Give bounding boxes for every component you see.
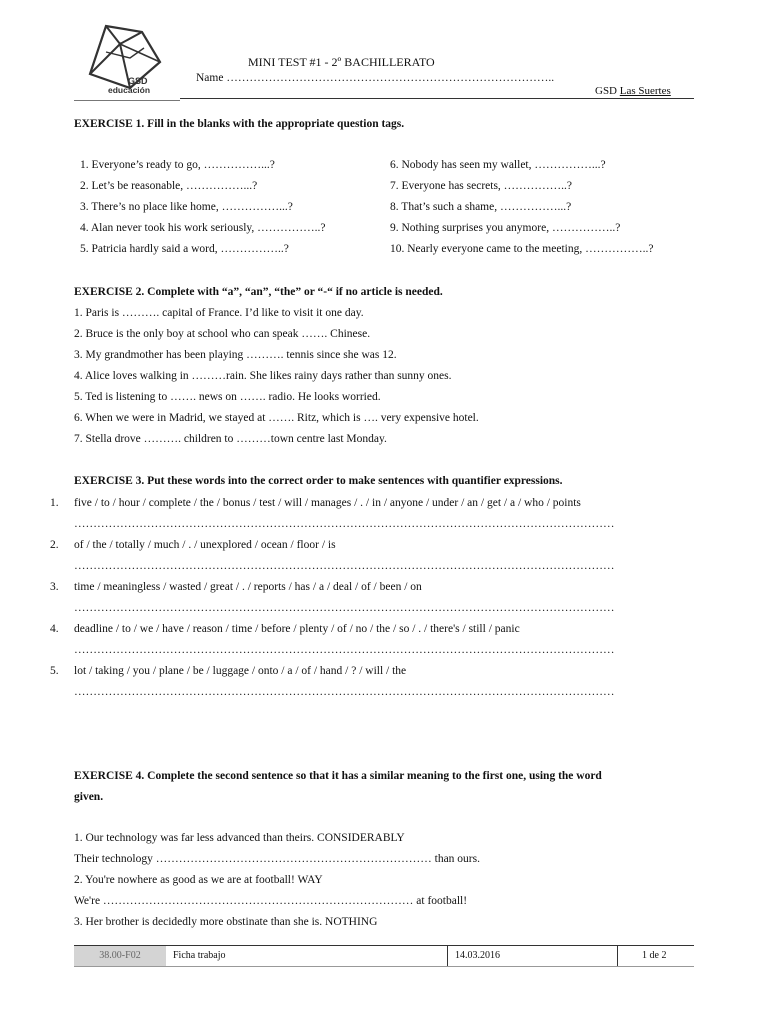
logo-text-gsd: GSD: [128, 76, 148, 86]
ex1-item: 2. Let’s be reasonable, ……………...?: [80, 180, 258, 192]
ex3-number: 5.: [50, 665, 59, 677]
ex2-item: 6. When we were in Madrid, we stayed at ……. Ritz, which is …. very expensive hotel.: [74, 412, 479, 424]
ex4-line: 2. You're nowhere as good as we are at football! WAY: [74, 874, 323, 886]
footer-divider: [617, 946, 618, 966]
ex4-line: 1. Our technology was far less advanced than theirs. CONSIDERABLY: [74, 832, 405, 844]
exercise-4-title-cont: given.: [74, 791, 104, 803]
ex2-item: 2. Bruce is the only boy at school who can speak ……. Chinese.: [74, 328, 371, 340]
ex1-item: 10. Nearly everyone came to the meeting, ……………..?: [390, 243, 654, 255]
ex3-answer-line: ……………………………………………………………………………………………………………………………: [74, 644, 615, 656]
name-field: Name …………………………………………………………………………..: [196, 72, 555, 84]
ex1-item: 7. Everyone has secrets, ……………..?: [390, 180, 573, 192]
footer-rule: [74, 945, 694, 946]
school-prefix: GSD: [595, 85, 618, 97]
exercise-1-title: EXERCISE 1. Fill in the blanks with the appropriate question tags.: [74, 118, 405, 130]
exercise-3-title: EXERCISE 3. Put these words into the correct order to make sentences with quantifier expressions.: [74, 475, 563, 487]
ex3-item: of / the / totally / much / . / unexplored / ocean / floor / is: [74, 539, 336, 551]
ex3-item: lot / taking / you / plane / be / luggage / onto / a / of / hand / ? / will / the: [74, 665, 407, 677]
ex1-item: 3. There’s no place like home, ……………...?: [80, 201, 293, 213]
ex2-item: 4. Alice loves walking in ………rain. She likes rainy days rather than sunny ones.: [74, 370, 452, 382]
footer-bottom-rule: [74, 966, 694, 967]
school-label: [595, 84, 671, 98]
ex3-answer-line: ……………………………………………………………………………………………………………………………: [74, 560, 615, 572]
ex3-answer-line: ……………………………………………………………………………………………………………………………: [74, 602, 615, 614]
ex3-number: 3.: [50, 581, 59, 593]
ex3-item: time / meaningless / wasted / great / . / reports / has / a / deal / of / been / on: [74, 581, 422, 593]
footer-page: 1 de 2: [642, 950, 667, 961]
ex2-item: 7. Stella drove ………. children to ………town centre last Monday.: [74, 433, 387, 445]
footer-date: 14.03.2016: [455, 950, 500, 961]
ex1-item: 9. Nothing surprises you anymore, ……………..?: [390, 222, 621, 234]
ex4-line: 3. Her brother is decidedly more obstinate than she is. NOTHING: [74, 916, 378, 928]
ex1-item: 6. Nobody has seen my wallet, ……………...?: [390, 159, 606, 171]
school-name: Las Suertes: [619, 85, 671, 97]
ex1-item: 5. Patricia hardly said a word, ……………..?: [80, 243, 289, 255]
logo-text-educacion: educación: [108, 85, 151, 95]
footer-doc-type: Ficha trabajo: [173, 950, 226, 961]
ex3-number: 4.: [50, 623, 59, 635]
footer-code: 38.00-F02: [74, 946, 166, 966]
ex3-answer-line: ……………………………………………………………………………………………………………………………: [74, 686, 615, 698]
ex3-item: five / to / hour / complete / the / bonus / test / will / manages / . / in / anyone / under / an / get / a / who / points: [74, 497, 581, 509]
ex3-item: deadline / to / we / have / reason / time / before / plenty / of / no / the / so / . / there's / still / panic: [74, 623, 520, 635]
ex3-answer-line: ……………………………………………………………………………………………………………………………: [74, 518, 615, 530]
ex3-number: 1.: [50, 497, 59, 509]
ex2-item: 3. My grandmother has been playing ………. tennis since she was 12.: [74, 349, 397, 361]
ex2-item: 5. Ted is listening to ……. news on ……. radio. He looks worried.: [74, 391, 381, 403]
ex4-line: Their technology ……………………………………………………………… than ours.: [74, 853, 480, 865]
exercise-4-title: EXERCISE 4. Complete the second sentence so that it has a similar meaning to the first one, using the word: [74, 770, 602, 782]
ex1-item: 1. Everyone’s ready to go, ……………...?: [80, 159, 275, 171]
footer-divider: [447, 946, 448, 966]
exercise-2-title: EXERCISE 2. Complete with “a”, “an”, “the” or “-“ if no article is needed.: [74, 286, 443, 298]
ex1-item: 8. That’s such a shame, ……………...?: [390, 201, 572, 213]
header-rule-left: [74, 100, 180, 101]
gsd-logo-icon: [84, 22, 164, 94]
ex1-item: 4. Alan never took his work seriously, ……………..?: [80, 222, 326, 234]
page-title: MINI TEST #1 - 2º BACHILLERATO: [248, 55, 435, 69]
ex4-line: We're ……………………………………………………………………… at football!: [74, 895, 468, 907]
header-rule: [180, 98, 694, 99]
ex3-number: 2.: [50, 539, 59, 551]
ex2-item: 1. Paris is ………. capital of France. I’d like to visit it one day.: [74, 307, 364, 319]
